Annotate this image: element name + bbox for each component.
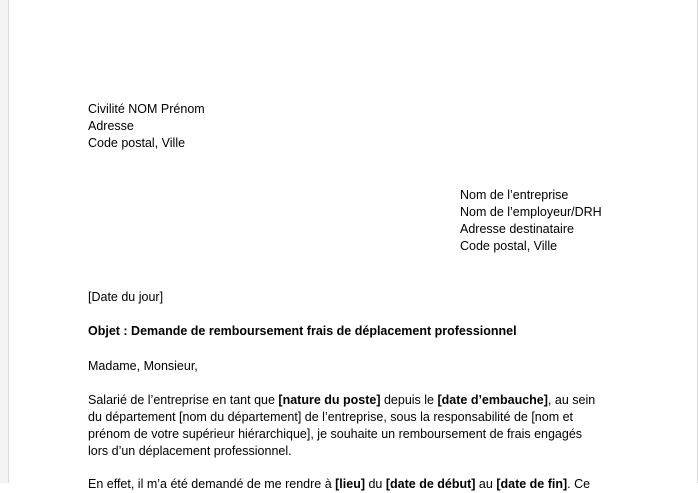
body-paragraph-1 <box>88 392 628 460</box>
letter-salutation: Madame, Monsieur, <box>88 359 198 373</box>
sender-city: Code postal, Ville <box>88 136 186 150</box>
letter-subject: Objet : Demande de remboursement frais de déplacement professionnel <box>88 324 517 338</box>
text-segment: depuis le <box>380 393 438 407</box>
end-date-placeholder: [date de fin] <box>496 477 568 491</box>
recipient-company: Nom de l’entreprise <box>460 188 569 202</box>
hire-date-placeholder: [date d’embauche] <box>437 393 548 407</box>
sender-address: Adresse <box>88 119 134 133</box>
letter-date: [Date du jour] <box>88 290 164 304</box>
sender-name: Civilité NOM Prénom <box>88 102 205 116</box>
paragraph-2-line-1 <box>88 476 590 493</box>
recipient-city: Code postal, Ville <box>460 239 558 253</box>
body-paragraph-2 <box>88 476 590 493</box>
recipient-address: Adresse destinataire <box>460 222 574 236</box>
recipient-employer: Nom de l’employeur/DRH <box>460 205 602 219</box>
job-title-placeholder: [nature du poste] <box>278 393 381 407</box>
paragraph-1-line-2: du département [nom du département] de l’entreprise, sous la responsabilité de [nom et <box>88 410 574 424</box>
text-segment: au <box>475 477 497 491</box>
sender-address-block <box>88 101 205 152</box>
text-segment: En effet, il m’a été demandé de me rendre à <box>88 477 336 491</box>
paragraph-1-line-4: lors d’un déplacement professionnel. <box>88 444 292 458</box>
recipient-address-block <box>460 187 602 255</box>
text-segment: , au sein <box>547 393 596 407</box>
start-date-placeholder: [date de début] <box>385 477 476 491</box>
text-segment: du <box>365 477 386 491</box>
text-segment: . Ce <box>567 477 591 491</box>
page-left-margin <box>0 0 9 483</box>
text-segment: Salarié de l’entreprise en tant que <box>88 393 279 407</box>
paragraph-1-line-3: prénom de votre supérieur hiérarchique], je souhaite un remboursement de frais engagés <box>88 427 583 441</box>
location-placeholder: [lieu] <box>335 477 365 491</box>
paragraph-1-line-1 <box>88 392 628 409</box>
